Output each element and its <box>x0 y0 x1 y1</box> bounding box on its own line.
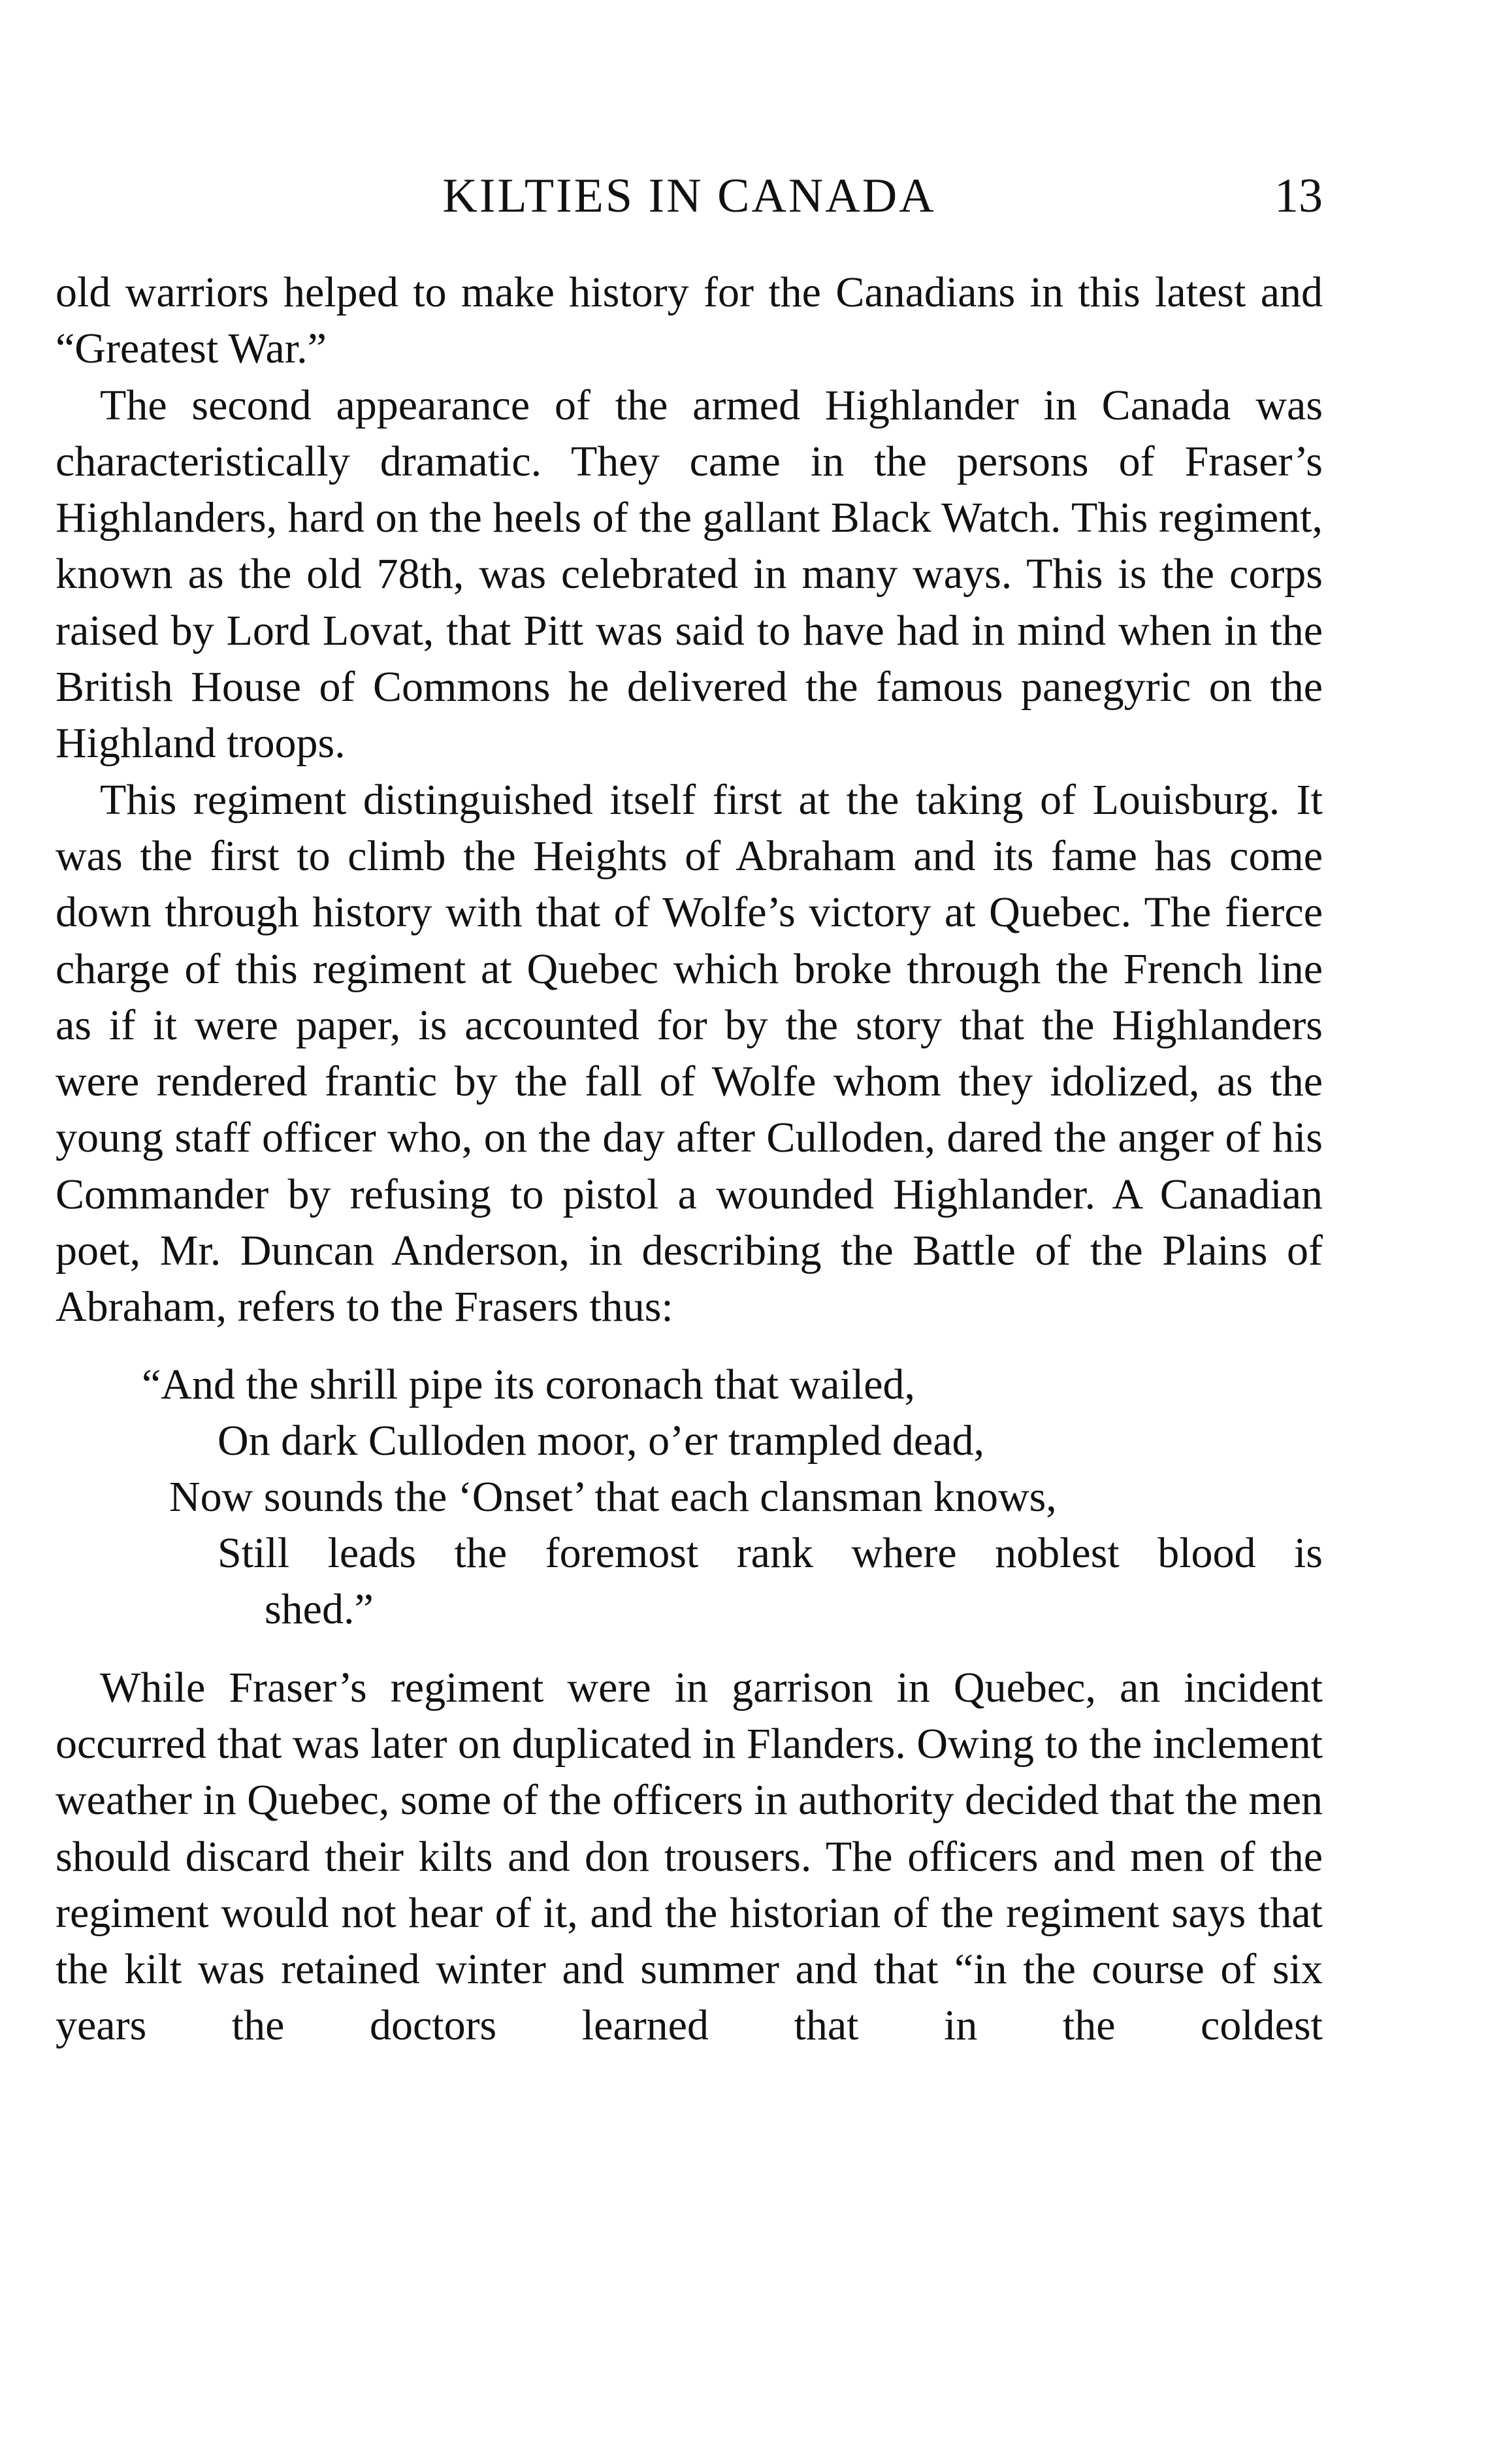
verse-quotation <box>56 1357 1323 1644</box>
paragraph-garrison-quebec: While Fraser’s regiment were in garrison in Quebec, an incident occurred that was later on duplicated in Flanders. Owing to the inclement weather in Quebec, some of the officers in authority decided that the men should discard their kilts and don trousers. The officers and men of the regiment would not hear of it, and the historian of the regiment says that the kilt was retained winter and summer and that “in the course of six years the doctors learned that in the coldest <box>56 1663 1323 2050</box>
verse-line: Now sounds the ‘Onset’ that each clansman knows, <box>169 1472 1057 1521</box>
running-title: KILTIES IN CANADA <box>442 169 936 223</box>
verse-line: “And the shrill pipe its coronach that wailed, <box>142 1360 916 1408</box>
verse-line: shed.” <box>265 1585 374 1633</box>
verse-spacer <box>56 1336 1323 1357</box>
running-head <box>56 163 1323 229</box>
verse-line: On dark Culloden moor, o’er trampled dead, <box>218 1416 985 1465</box>
body-text <box>56 265 1323 2054</box>
verse-spacer <box>56 1644 1323 1660</box>
paragraph-fraser-highlanders: The second appearance of the armed Highlander in Canada was characteristically dramatic. They came in the persons of Fraser’s Highlanders, hard on the heels of the gallant Black Watch. This regiment, known as the old 78th, was celebrated in many ways. This is the corps raised by Lord Lovat, that Pitt was said to have had in mind when in the British House of Commons he delivered the famous panegyric on the Highland troops. <box>56 381 1323 768</box>
paragraph-louisburg-quebec: This regiment distinguished itself first at the taking of Louisburg. It was the first to climb the Heights of Abraham and its fame has come down through history with that of Wolfe’s victory at Quebec. The fierce charge of this regiment at Quebec which broke through the French line as if it were paper, is accounted for by the story that the Highlanders were rendered frantic by the fall of Wolfe whom they idolized, as the young staff officer who, on the day after Culloden, dared the anger of his Commander by refusing to pistol a wounded Highlander. A Canadian poet, Mr. Duncan Anderson, in describing the Battle of the Plains of Abraham, refers to the Frasers thus: <box>56 775 1323 1331</box>
page-number: 13 <box>1274 169 1323 223</box>
paragraph-continuation: old warriors helped to make history for the Canadians in this latest and “Greatest War.” <box>56 268 1323 373</box>
verse-line: Still leads the foremost rank where noblest blood is <box>218 1529 1323 1577</box>
